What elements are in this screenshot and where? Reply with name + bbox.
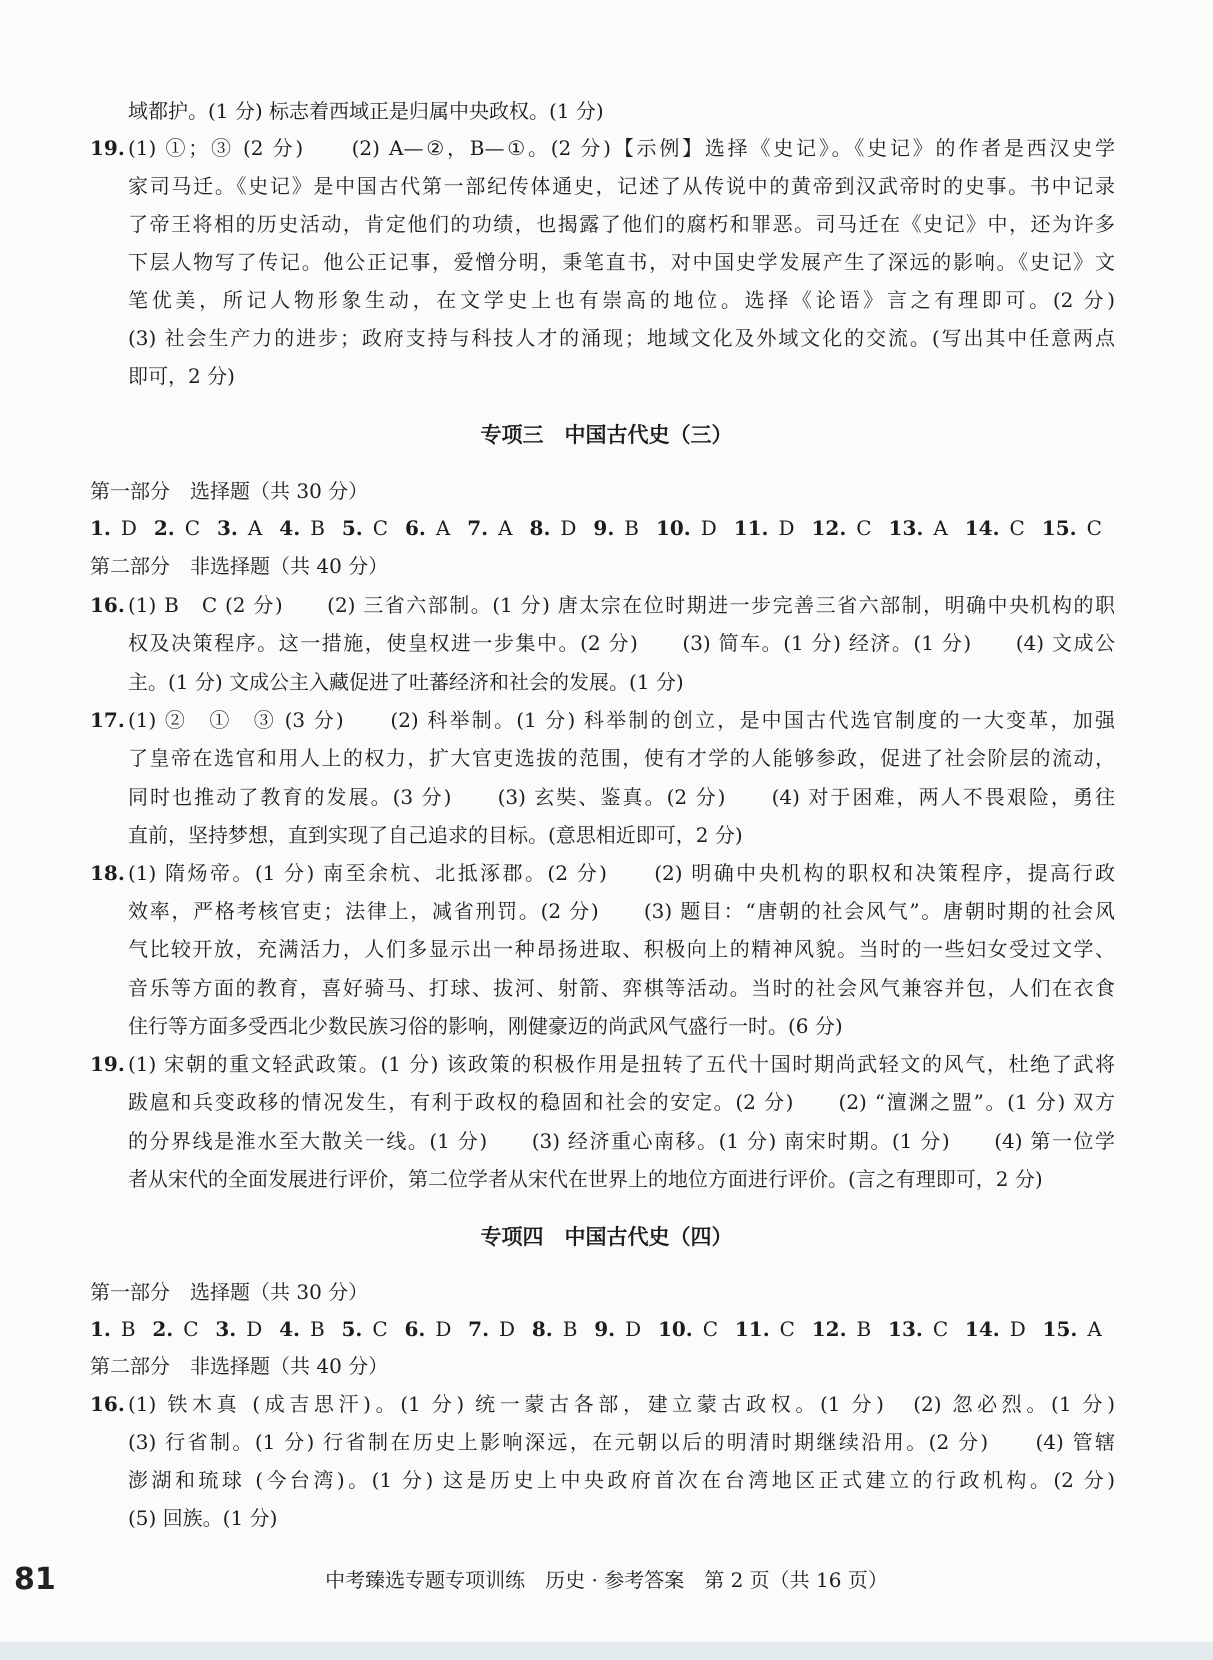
choice-letter: D <box>560 516 577 540</box>
choice-answer <box>341 1314 387 1344</box>
choice-letter: A <box>435 516 451 540</box>
choice-number: 7. <box>467 516 489 540</box>
choice-answer <box>530 513 577 543</box>
choice-answer <box>888 1314 948 1344</box>
answer-text-line: 笔优美，所记人物形象生动，在文学史上也有崇高的地位。选择《论语》言之有理即可。(2 分) <box>128 288 1115 312</box>
part-heading: 第二部分 非选择题（共 40 分） <box>90 1354 389 1378</box>
choice-letter: C <box>372 516 389 540</box>
choice-answers-row <box>90 1314 1102 1344</box>
choice-letter: C <box>932 1317 949 1341</box>
answer-text-line: 同时也推动了教育的发展。(3 分) (3) 玄奘、鉴真。(2 分) (4) 对于困难，两人不畏艰险，勇往 <box>128 785 1115 809</box>
choice-answer <box>889 513 948 543</box>
choice-letter: C <box>184 516 201 540</box>
answer-text-line: 效率，严格考核官吏；法律上，减省刑罚。(2 分) (3) 题目：“唐朝的社会风气”。唐朝时期的社会风 <box>128 899 1115 923</box>
choice-answer <box>965 513 1025 543</box>
answer-text-line: 澎湖和琉球 (今台湾)。(1 分) 这是历史上中央政府首次在台湾地区正式建立的行政机构。(2 分) <box>128 1468 1115 1492</box>
choice-number: 12. <box>811 516 847 540</box>
choice-answer <box>658 1314 718 1344</box>
answer-text-line: 即可，2 分) <box>128 364 235 388</box>
choice-answer <box>734 513 795 543</box>
choice-number: 4. <box>279 516 301 540</box>
answer-text-line: 了帝王将相的历史活动，肯定他们的功绩，也揭露了他们的腐朽和罪恶。司马迁在《史记》中，还为许多 <box>128 212 1115 236</box>
answer-text-line: (1) ② ① ③ (3 分) (2) 科举制。(1 分) 科举制的创立，是中国古代选官制度的一大变革，加强 <box>128 708 1115 732</box>
choice-number: 3. <box>217 516 238 540</box>
part-heading: 第一部分 选择题（共 30 分） <box>90 1280 369 1304</box>
answer-text-line: 下层人物写了传记。他公正记事，爱憎分明，秉笔直书，对中国史学发展产生了深远的影响。《史记》文 <box>128 250 1115 274</box>
answer-text-line: 权及决策程序。这一措施，使皇权进一步集中。(2 分) (3) 简车。(1 分) 经济。(1 分) (4) 文成公 <box>128 631 1115 655</box>
choice-answer <box>1042 513 1102 543</box>
choice-letter: D <box>246 1317 263 1341</box>
choice-letter: D <box>625 1317 642 1341</box>
answer-text-line: 的分界线是淮水至大散关一线。(1 分) (3) 经济重心南移。(1 分) 南宋时期。(1 分) (4) 第一位学 <box>128 1129 1115 1153</box>
choice-answer <box>812 513 872 543</box>
choice-number: 6. <box>404 516 426 540</box>
choice-answer <box>656 513 717 543</box>
choice-answer <box>965 1314 1026 1344</box>
choice-answer <box>154 513 200 543</box>
choice-letter: A <box>933 516 948 540</box>
choice-number: 6. <box>404 1317 426 1341</box>
choice-number: 13. <box>888 516 924 540</box>
choice-answer <box>1043 1314 1102 1344</box>
choice-number: 2. <box>153 516 175 540</box>
choice-answer <box>279 1314 325 1344</box>
choice-number: 10. <box>657 1317 693 1341</box>
choice-answer <box>405 513 450 543</box>
page-number: 81 <box>14 1562 56 1597</box>
choice-letter: B <box>624 516 639 540</box>
choice-number: 8. <box>529 516 551 540</box>
answer-text-line: 气比较开放，充满活力，人们多显示出一种昂扬进取、积极向上的精神风貌。当时的一些妇女受过文学、 <box>128 937 1115 961</box>
choice-answer <box>404 1314 451 1344</box>
choice-number: 11. <box>734 1317 770 1341</box>
choice-answer <box>342 513 388 543</box>
choice-number: 11. <box>733 516 769 540</box>
answer-text-line: 家司马迁。《史记》是中国古代第一部纪传体通史，记述了从传说中的黄帝到汉武帝时的史事。书中记录 <box>128 174 1115 198</box>
question-number: 16. <box>90 1392 125 1416</box>
choice-number: 5. <box>341 1317 363 1341</box>
choice-letter: C <box>1009 516 1025 540</box>
answer-text-line: 住行等方面多受西北少数民族习俗的影响，刚健豪迈的尚武风气盛行一时。(6 分) <box>128 1014 843 1038</box>
choice-answer <box>90 513 137 543</box>
answer-text-line: (1) 宋朝的重文轻武政策。(1 分) 该政策的积极作用是扭转了五代十国时期尚武轻文的风气，杜绝了武将 <box>128 1052 1115 1076</box>
choice-number: 1. <box>90 516 111 540</box>
choice-letter: A <box>498 516 513 540</box>
choice-answer <box>215 1314 262 1344</box>
question-number: 19. <box>90 1052 125 1076</box>
question-number: 18. <box>90 861 125 885</box>
answer-text-line: 直前，坚持梦想，直到实现了自己追求的目标。(意思相近即可，2 分) <box>128 823 743 847</box>
choice-letter: C <box>779 1317 795 1341</box>
choice-letter: C <box>1086 516 1102 540</box>
question-number: 16. <box>90 593 125 617</box>
choice-letter: C <box>372 1317 388 1341</box>
choice-letter: C <box>702 1317 719 1341</box>
choice-number: 1. <box>90 1317 111 1341</box>
part-heading: 第二部分 非选择题（共 40 分） <box>90 554 389 578</box>
choice-letter: D <box>435 1317 452 1341</box>
choice-letter: B <box>309 1317 325 1341</box>
choice-answer <box>90 1314 136 1344</box>
choice-answer <box>468 1314 515 1344</box>
part-heading: 第一部分 选择题（共 30 分） <box>90 479 369 503</box>
choice-number: 14. <box>964 516 1000 540</box>
choice-number: 14. <box>964 1317 1000 1341</box>
choice-answer <box>152 1314 198 1344</box>
choice-answers-row <box>90 513 1102 543</box>
choice-letter: D <box>499 1317 516 1341</box>
answer-text-line: (1) ①；③ (2 分) (2) A—②，B—①。(2 分)【示例】选择《史记》。《史记》的作者是西汉史学 <box>128 136 1115 160</box>
scan-bottom-strip <box>0 1642 1213 1660</box>
choice-letter: D <box>120 516 137 540</box>
choice-number: 7. <box>468 1317 490 1341</box>
choice-answer <box>467 513 512 543</box>
choice-answer <box>593 513 639 543</box>
answer-text-line: (3) 社会生产力的进步；政府支持与科技人才的涌现；地域文化及外域文化的交流。(写出其中任意两点 <box>128 326 1115 350</box>
choice-number: 4. <box>279 1317 300 1341</box>
choice-number: 13. <box>888 1317 923 1341</box>
answer-text-line: 者从宋代的全面发展进行评价，第二位学者从宋代在世界上的地位方面进行评价。(言之有理即可，2 分) <box>128 1167 1043 1191</box>
choice-letter: C <box>183 1317 199 1341</box>
choice-letter: A <box>1087 1317 1102 1341</box>
answer-text-line: 跋扈和兵变政移的情况发生，有利于政权的稳固和社会的安定。(2 分) (2) “澶渊之盟”。(1 分) 双方 <box>128 1090 1115 1114</box>
choice-letter: D <box>778 516 795 540</box>
choice-number: 15. <box>1042 1317 1078 1341</box>
answer-text-line: (1) 铁木真 (成吉思汗)。(1 分) 统一蒙古各部，建立蒙古政权。(1 分) (2) 忽必烈。(1 分) <box>128 1392 1115 1416</box>
question-number: 19. <box>90 136 125 160</box>
section-heading: 专项三 中国古代史（三） <box>480 422 733 447</box>
choice-number: 10. <box>655 516 691 540</box>
choice-answer <box>735 1314 795 1344</box>
choice-number: 2. <box>152 1317 174 1341</box>
choice-number: 3. <box>215 1317 237 1341</box>
choice-number: 5. <box>341 516 363 540</box>
choice-number: 15. <box>1041 516 1077 540</box>
choice-answer <box>217 513 262 543</box>
choice-letter: B <box>310 516 325 540</box>
answer-text-line: (5) 回族。(1 分) <box>128 1506 278 1530</box>
answer-text-line: (1) B C (2 分) (2) 三省六部制。(1 分) 唐太宗在位时期进一步完善三省六部制，明确中央机构的职 <box>128 593 1115 617</box>
choice-letter: D <box>700 516 717 540</box>
question-number: 17. <box>90 708 125 732</box>
choice-answer <box>812 1314 872 1344</box>
answer-text-line: 了皇帝在选官和用人上的权力，扩大官吏选拔的范围，使有才学的人能够参政，促进了社会阶层的流动， <box>128 746 1115 770</box>
answer-text-line: 音乐等方面的教育，喜好骑马、打球、拔河、射箭、弈棋等活动。当时的社会风气兼容并包，人们在衣食 <box>128 976 1115 1000</box>
choice-letter: B <box>120 1317 136 1341</box>
choice-letter: B <box>562 1317 578 1341</box>
section-heading: 专项四 中国古代史（四） <box>480 1224 733 1249</box>
choice-letter: A <box>247 516 263 540</box>
choice-answer <box>532 1314 578 1344</box>
choice-number: 9. <box>593 516 615 540</box>
choice-number: 12. <box>811 1317 847 1341</box>
choice-number: 9. <box>594 1317 616 1341</box>
choice-answer <box>594 1314 641 1344</box>
answer-text-line: 域都护。(1 分) 标志着西域正是归属中央政权。(1 分) <box>128 99 604 123</box>
choice-letter: D <box>1009 1317 1026 1341</box>
answer-text-line: 主。(1 分) 文成公主入藏促进了吐蕃经济和社会的发展。(1 分) <box>128 670 684 694</box>
answer-text-line: (3) 行省制。(1 分) 行省制在历史上影响深远，在元朝以后的明清时期继续沿用。(2 分) (4) 管辖 <box>128 1430 1115 1454</box>
choice-letter: B <box>856 1317 872 1341</box>
choice-answer <box>279 513 325 543</box>
choice-number: 8. <box>531 1317 553 1341</box>
answer-text-line: (1) 隋炀帝。(1 分) 南至余杭、北抵涿郡。(2 分) (2) 明确中央机构的职权和决策程序，提高行政 <box>128 861 1115 885</box>
page-footer: 中考臻选专题专项训练 历史 · 参考答案 第 2 页（共 16 页） <box>325 1568 888 1592</box>
choice-letter: C <box>856 516 872 540</box>
